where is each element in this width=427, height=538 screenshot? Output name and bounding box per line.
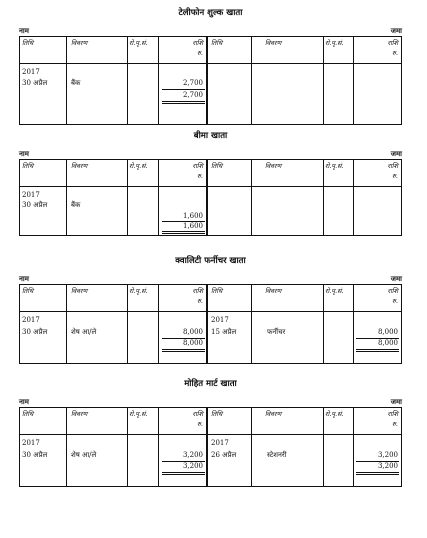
cr-label: जमा (390, 149, 402, 158)
dr-amount: 2,700 (182, 79, 203, 87)
dr-particulars: बैंक (71, 79, 81, 87)
account-title: मोहित मार्ट खाता (184, 379, 237, 389)
header-jf-cr: रो.पृ.सं. (325, 39, 344, 47)
dr-date: 30 अप्रैल (22, 328, 48, 336)
header-date-dr: तिथि (22, 410, 34, 418)
dr-amount: 3,200 (182, 451, 203, 459)
dr-amount: 8,000 (182, 328, 203, 336)
header-unit-cr: रु. (392, 297, 398, 305)
dr-label: नाम (19, 397, 29, 406)
cr-total: 8,000 (377, 339, 398, 347)
header-unit-dr: रु. (197, 49, 203, 57)
header-particulars-dr: विवरण (71, 162, 88, 170)
ledger-table (19, 284, 402, 364)
side-labels (19, 26, 402, 36)
side-labels (19, 149, 402, 159)
header-jf-dr: रो.पृ.सं. (129, 162, 148, 170)
dr-amount: 1,600 (182, 212, 203, 220)
cr-particulars: स्टेशनरी (267, 451, 287, 459)
header-unit-cr: रु. (392, 420, 398, 428)
header-unit-dr: रु. (197, 297, 203, 305)
account-title: क्वालिटी फर्नीचर खाता (175, 256, 246, 266)
header-date-cr: तिथि (211, 410, 223, 418)
dr-particulars: शेष आ/ले (71, 451, 97, 459)
header-unit-cr: रु. (392, 49, 398, 57)
cr-label: जमा (390, 26, 402, 35)
header-amount-dr: राशि (192, 410, 203, 418)
header-amount-dr: राशि (192, 162, 203, 170)
header-date-dr: तिथि (22, 287, 34, 295)
dr-particulars: शेष आ/ले (71, 328, 97, 336)
header-jf-cr: रो.पृ.सं. (325, 162, 344, 170)
cr-date: 15 अप्रैल (211, 328, 237, 336)
side-labels (19, 397, 402, 407)
dr-date: 30 अप्रैल (22, 201, 48, 209)
dr-total: 1,600 (182, 222, 203, 230)
dr-year: 2017 (22, 439, 40, 447)
dr-year: 2017 (22, 191, 40, 199)
cr-amount: 3,200 (377, 451, 398, 459)
dr-total: 3,200 (182, 462, 203, 470)
header-amount-cr: राशि (387, 287, 398, 295)
cr-year: 2017 (211, 316, 229, 324)
header-particulars-dr: विवरण (71, 287, 88, 295)
header-date-cr: तिथि (211, 162, 223, 170)
dr-label: नाम (19, 26, 29, 35)
header-particulars-cr: विवरण (265, 39, 282, 47)
dr-total: 8,000 (182, 339, 203, 347)
header-unit-cr: रु. (392, 172, 398, 180)
dr-label: नाम (19, 274, 29, 283)
account-title: बीमा खाता (193, 131, 228, 141)
dr-date: 30 अप्रैल (22, 79, 48, 87)
header-particulars-cr: विवरण (265, 287, 282, 295)
ledger-table (19, 407, 402, 487)
header-jf-cr: रो.पृ.सं. (325, 410, 344, 418)
header-unit-dr: रु. (197, 172, 203, 180)
dr-particulars: बैंक (71, 201, 81, 209)
dr-label: नाम (19, 149, 29, 158)
header-date-cr: तिथि (211, 287, 223, 295)
side-labels (19, 274, 402, 284)
header-date-dr: तिथि (22, 162, 34, 170)
account-title: टेलीफोन शुल्क खाता (178, 8, 243, 18)
cr-label: जमा (390, 397, 402, 406)
header-amount-dr: राशि (192, 287, 203, 295)
header-date-dr: तिथि (22, 39, 34, 47)
dr-date: 30 अप्रैल (22, 451, 48, 459)
header-jf-cr: रो.पृ.सं. (325, 287, 344, 295)
header-amount-cr: राशि (387, 39, 398, 47)
dr-total: 2,700 (182, 91, 203, 99)
header-particulars-cr: विवरण (265, 162, 282, 170)
cr-total: 3,200 (377, 462, 398, 470)
cr-date: 26 अप्रैल (211, 451, 237, 459)
ledger-table (19, 36, 402, 125)
header-unit-dr: रु. (197, 420, 203, 428)
dr-year: 2017 (22, 68, 40, 76)
header-amount-cr: राशि (387, 162, 398, 170)
cr-year: 2017 (211, 439, 229, 447)
cr-particulars: फर्नीचर (267, 328, 286, 336)
header-amount-cr: राशि (387, 410, 398, 418)
header-jf-dr: रो.पृ.सं. (129, 39, 148, 47)
header-jf-dr: रो.पृ.सं. (129, 287, 148, 295)
header-date-cr: तिथि (211, 39, 223, 47)
header-particulars-dr: विवरण (71, 410, 88, 418)
header-jf-dr: रो.पृ.सं. (129, 410, 148, 418)
header-particulars-dr: विवरण (71, 39, 88, 47)
header-amount-dr: राशि (192, 39, 203, 47)
cr-label: जमा (390, 274, 402, 283)
header-particulars-cr: विवरण (265, 410, 282, 418)
dr-year: 2017 (22, 316, 40, 324)
ledger-table (19, 159, 402, 236)
cr-amount: 8,000 (377, 328, 398, 336)
